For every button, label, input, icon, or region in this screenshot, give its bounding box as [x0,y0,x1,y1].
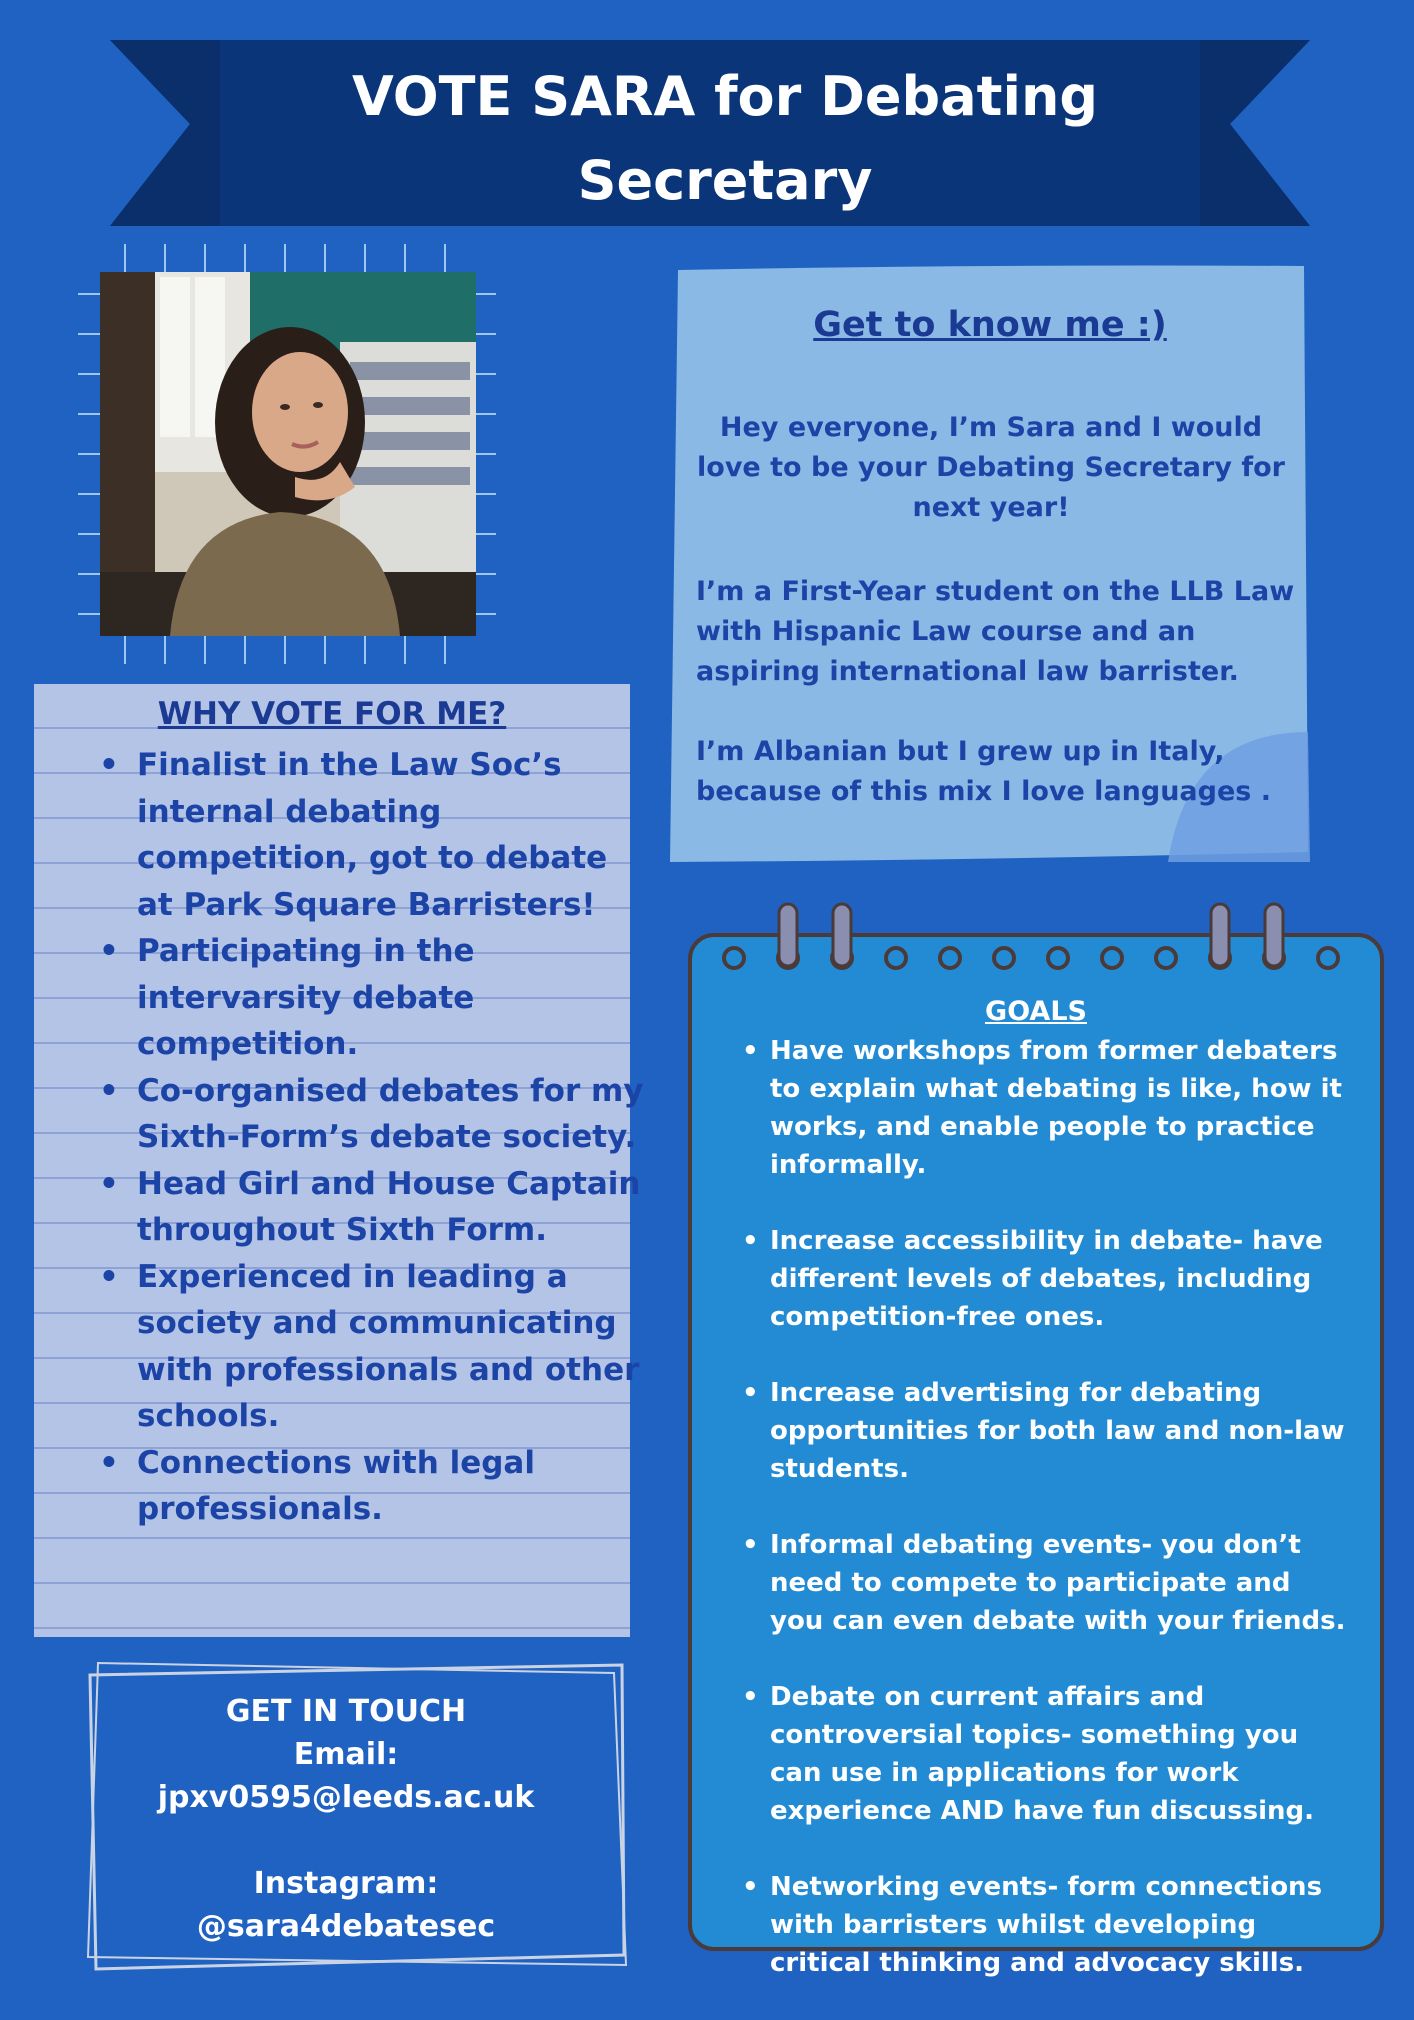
email-address[interactable]: jpxv0595@leeds.ac.uk [157,1780,535,1815]
goal-item: • Networking events- form connections with barristers whilst developing critical thinking and advocacy skills. [770,1868,1350,1982]
about-paragraph-3: I’m Albanian but I grew up in Italy, because of this mix I love languages . [696,736,1272,807]
why-item: • Connections with legal professionals. [137,1440,647,1533]
contact-block [86,1690,606,1948]
page-title: VOTE SARA for Debating Secretary [351,65,1099,212]
about-paragraph-1: Hey everyone, I’m Sara and I would love to be your Debating Secretary for next year! [697,412,1285,523]
why-item: • Co-organised debates for my Sixth-Form’s debate society. [137,1068,647,1161]
instagram-handle[interactable]: @sara4debatesec [196,1909,496,1944]
about-heading: Get to know me :) [813,305,1167,345]
about-paragraph-2: I’m a First-Year student on the LLB Law with Hispanic Law course and an aspiring international law barrister. [696,576,1295,687]
goal-item: • Informal debating events- you don’t need to compete to participate and you can even debate with your friends. [770,1526,1350,1640]
goal-item: • Debate on current affairs and controversial topics- something you can use in applications for work experience AND have fun discussing. [770,1678,1350,1830]
why-item: • Participating in the intervarsity debate competition. [137,928,647,1068]
goals-heading: GOALS [985,996,1087,1027]
goals-list [770,1032,1350,2020]
contact-heading: GET IN TOUCH [225,1694,467,1729]
why-vote-heading: WHY VOTE FOR ME? [157,696,507,732]
goal-item: • Increase accessibility in debate- have different levels of debates, including competition-free ones. [770,1222,1350,1336]
why-item: • Head Girl and House Captain throughout Sixth Form. [137,1161,647,1254]
instagram-label: Instagram: [253,1866,439,1901]
goal-item: • Increase advertising for debating opportunities for both law and non-law students. [770,1374,1350,1488]
email-label: Email: [293,1737,399,1772]
why-item: • Finalist in the Law Soc’s internal debating competition, got to debate at Park Square Barristers! [137,742,647,928]
why-vote-list [137,742,647,1533]
goal-item: • Have workshops from former debaters to explain what debating is like, how it works, and enable people to practice informally. [770,1032,1350,1184]
candidate-photo [100,272,476,636]
why-item: • Experienced in leading a society and communicating with professionals and other schools. [137,1254,647,1440]
